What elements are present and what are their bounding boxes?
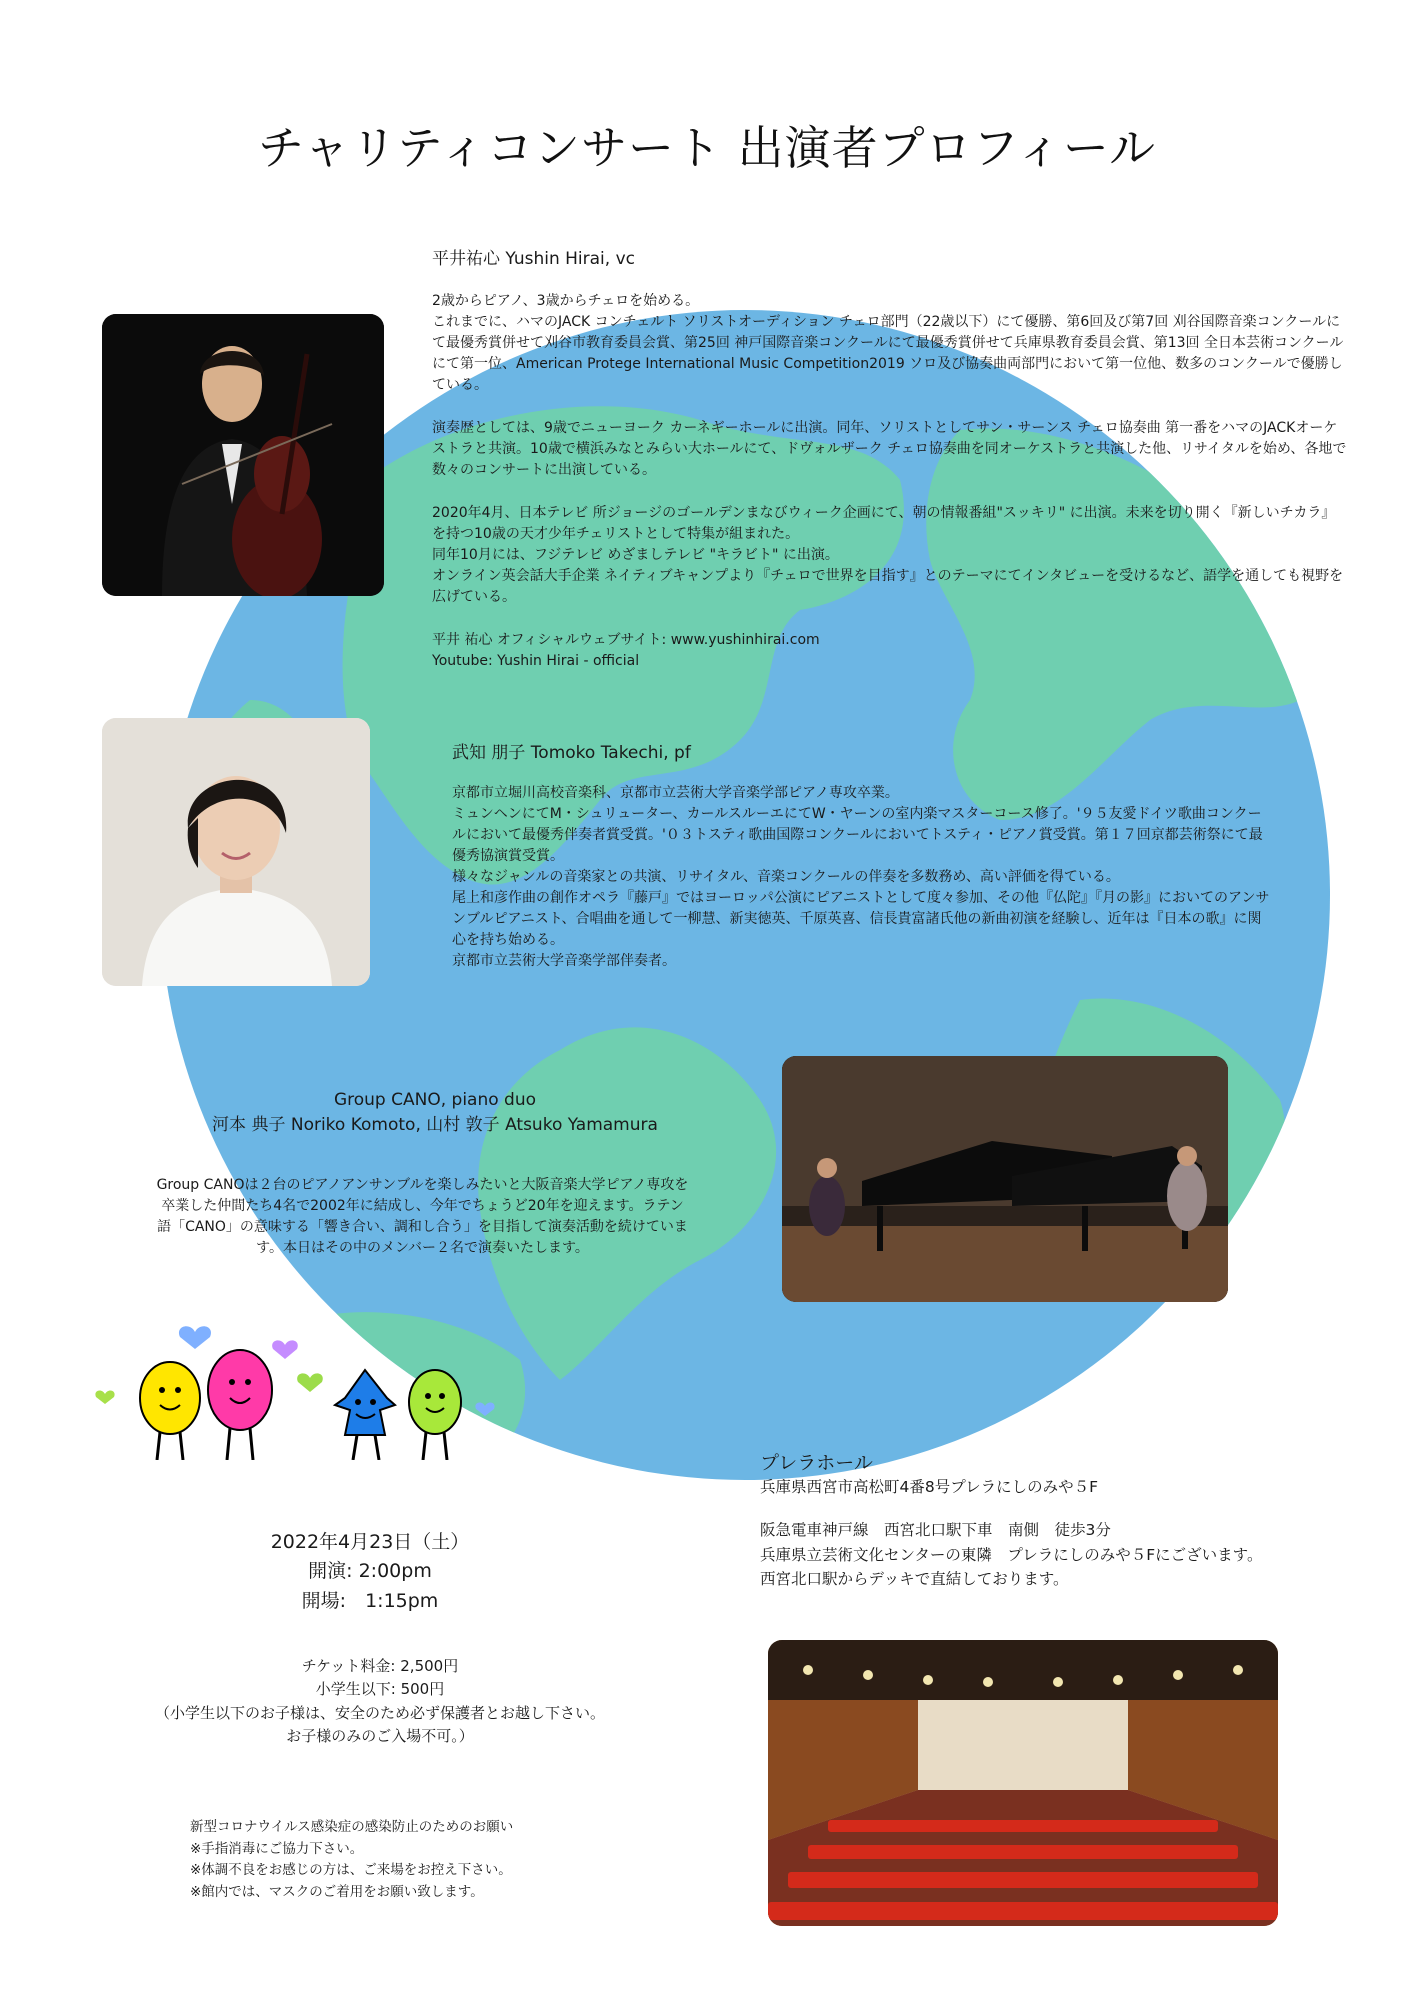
child-note-2: お子様のみのご入場不可。） (286, 1726, 474, 1745)
performer1-name: 平井祐心 Yushin Hirai, vc (432, 249, 635, 269)
child-price: 小学生以下: 500円 (315, 1680, 445, 1699)
venue-access-1: 阪急電車神戸線 西宮北口駅下車 南側 徒歩3分 (760, 1520, 1111, 1539)
piano-duo-photo (782, 1056, 1228, 1302)
group-section (155, 1090, 715, 1163)
covid-item: ※手指消毒にご協力下さい。 (190, 1840, 364, 1857)
heart-icon (272, 1340, 298, 1359)
covid-item: ※館内では、マスクのご着用をお願い致します。 (190, 1883, 484, 1900)
performer1-bio-5: 同年10月には、フジテレビ めざましテレビ "キラビト" に出演。 (432, 547, 839, 563)
covid-heading: 新型コロナウイルス感染症の感染防止のためのお願い (190, 1819, 514, 1835)
pianist-photo (102, 718, 370, 986)
ticket-info (120, 1655, 640, 1748)
heart-icon (179, 1326, 211, 1349)
performer2-section (452, 738, 1272, 972)
green-character-icon (409, 1370, 461, 1460)
heart-icon (475, 1402, 494, 1416)
event-start-time: 開演: 2:00pm (308, 1560, 432, 1583)
pianist-image (102, 718, 370, 986)
performer2-name: 武知 朋子 Tomoko Takechi, pf (452, 743, 691, 763)
characters-illustration (95, 1310, 505, 1460)
venue-access-2: 兵庫県立芸術文化センターの東隣 プレラにしのみや５Fにございます。 (760, 1545, 1263, 1564)
hall-image (768, 1640, 1278, 1926)
performer1-youtube: Youtube: Yushin Hirai - official (432, 653, 640, 669)
performer1-section (432, 244, 1347, 672)
event-date: 2022年4月23日（土） (270, 1531, 470, 1553)
performer2-bio: 京都市立堀川高校音楽科、京都市立芸術大学音楽学部ピアノ専攻卒業。 ミュンヘンにてM・シュリューター、カールスルーエにてW・ヤーンの室内楽マスターコース修了。'９５友愛ドイツ歌曲コンクールにおいて最優秀伴奏者賞受賞。'０３トスティ歌曲国際コンクールにおいてトスティ・ピアノ賞受賞。第１７回京都芸術祭にて最優秀協演賞受賞。 様々なジャンルの音楽家との共演、リサイタル、音楽コンクールの伴奏を多数務め、高い評価を得ている。 尾上和彦作曲の創作オペラ『藤戸』ではヨーロッパ公演にピアニストとして度々参加、その他『仏陀』『月の影』においてのアンサンブルピアニスト、合唱曲を通して一柳慧、新実徳英、千原英喜、信長貴富諸氏他の新曲初演を経験し、近年は『日本の歌』に関心を持ち始める。 京都市立芸術大学音楽学部伴奏者。 (452, 785, 1270, 969)
venue-info (760, 1448, 1360, 1592)
hall-photo (768, 1640, 1278, 1926)
performer1-bio-3: 演奏歴としては、9歳でニューヨーク カーネギーホールに出演。同年、ソリストとしてサン・サーンス チェロ協奏曲 第一番をハマのJACKオーケストラと共演。10歳で横浜みなとみらい大ホールにて、ドヴォルザーク チェロ協奏曲を同オーケストラと共演した他、リサイタルを始め、各地で数々のコンサートに出演している。 (432, 420, 1347, 478)
performer1-website: 平井 祐心 オフィシャルウェブサイト: www.yushinhirai.com (432, 632, 820, 648)
group-members: 河本 典子 Noriko Komoto, 山村 敦子 Atsuko Yamamura (212, 1115, 658, 1135)
performer1-bio-2: これまでに、ハマのJACK コンチェルト ソリストオーディション チェロ部門（22歳以下）にて優勝、第6回及び第7回 刈谷国際音楽コンクールにて最優秀賞併せて刈谷市教育委員会賞、第25回 神戸国際音楽コンクールにて最優秀賞併せて兵庫県教育委員会賞、第13回 全日本芸術コンクールにて第一位、American Protege International Music Competition2019 ソロ及び協奏曲両部門において第一位他、数多のコンクールで優勝している。 (432, 314, 1344, 393)
yellow-character-icon (140, 1362, 200, 1460)
cellist-photo (102, 314, 384, 596)
heart-icon (95, 1390, 114, 1404)
group-title: Group CANO, piano duo (333, 1090, 537, 1110)
performer1-bio-1: 2歳からピアノ、3歳からチェロを始める。 (432, 293, 700, 309)
covid-notice (190, 1817, 610, 1903)
group-bio-box (155, 1175, 690, 1259)
group-bio: Group CANOは２台のピアノアンサンブルを楽しみたいと大阪音楽大学ピアノ専攻を卒業した仲間たち4名で2002年に結成し、今年でちょうど20年を迎えます。ラテン語「CANO」の意味する「響き合い、調和し合う」を目指して演奏活動を続けています。本日はその中のメンバー２名で演奏いたします。 (156, 1177, 689, 1256)
cellist-image (102, 314, 384, 596)
venue-name: プレラホール (760, 1452, 873, 1474)
piano-duo-image (782, 1056, 1228, 1302)
child-note-1: （小学生以下のお子様は、安全のため必ず保護者とお越し下さい。 (154, 1703, 605, 1722)
covid-item: ※体調不良をお感じの方は、ご来場をお控え下さい。 (190, 1862, 512, 1879)
blue-character-icon (335, 1370, 395, 1460)
event-open-time: 開場: 1:15pm (301, 1589, 439, 1612)
ticket-price: チケット料金: 2,500円 (301, 1657, 459, 1675)
page-title: チャリティコンサート 出演者プロフィール (257, 121, 1157, 175)
performer1-bio-6: オンライン英会話大手企業 ネイティブキャンプより『チェロで世界を目指す』とのテーマにてインタビューを受けるなど、語学を通しても視野を広げている。 (432, 568, 1344, 605)
pink-character-icon (208, 1350, 272, 1460)
event-info (200, 1528, 540, 1616)
performer1-bio-4: 2020年4月、日本テレビ 所ジョージのゴールデンまなびウィーク企画にて、朝の情報番組"スッキリ" に出演。未来を切り開く『新しいチカラ』を持つ10歳の天才少年チェリストとして特集が組まれた。 (432, 505, 1336, 542)
heart-icon (297, 1373, 323, 1392)
venue-access-3: 西宮北口駅からデッキで直結しております。 (760, 1570, 1069, 1589)
venue-address: 兵庫県西宮市高松町4番8号プレラにしのみや５F (760, 1478, 1099, 1496)
